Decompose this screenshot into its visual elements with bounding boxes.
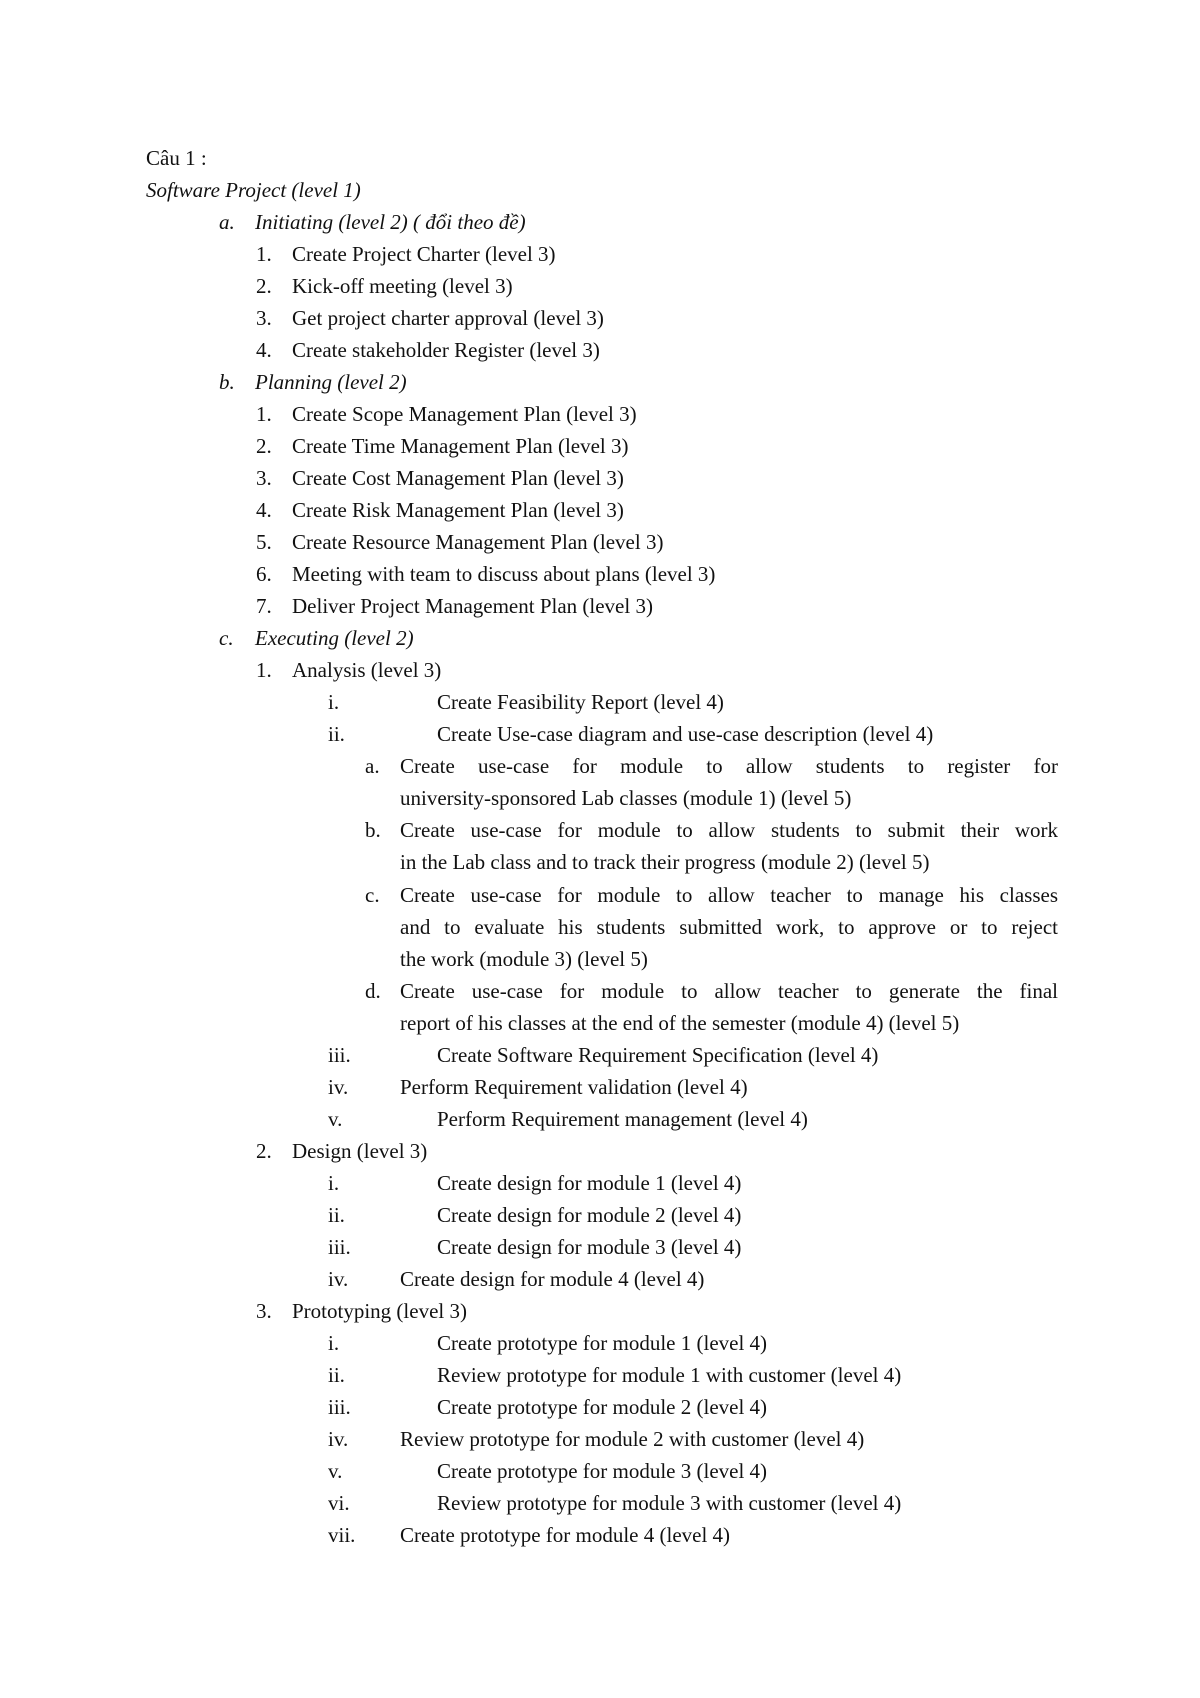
document-page: Câu 1 : Software Project (level 1) a. Initiating (level 2) ( đổi theo đề) 1. Create Project Charter (level 3) 2. Kick-off meeting (level 3) 3. Get project charter approval (level 3) 4. Create stakeholder Register (level 3) b. Planning (level 2) 1. Create Scope Management Plan (level 3) 2. Create Time Management Plan (level 3) 3. Create Cost Management Plan (level 3) 4. Create Risk Management Plan (level 3) 5. Create Resource Management Plan (level 3) 6. Meeting with team to discuss about plans (level 3) 7. Deliver Project Management Plan (level 3) c. Executing (level 2) 1. Analysis (level 3) i. Create Feasibility Report (level 4) ii. Create Use-case diagram and use-case description (level 4) a. Create use-case for module to allow students to register for university-sponsored Lab classes (module 1) (level 5) b. Create use-case for module to allow students to submit their work in the Lab class and to track their progress (module 2) (level 5) c. Create use-case for module to allow teacher to manage his classes and to evaluate his students submitted work, to approve or to reject the work (module 3) (level 5) d. Create use-case for module to allow teacher to generate the final report of his classes at the end of the semester (module 4) (level 5) iii. Create Software Requirement Specification (level 4) iv. Perform Requirement validation (level 4) v. Perform Requirement management (level 4) 2. Design (level 3) i. Create design for module 1 (level 4) ii. Create design for module 2 (level 4) iii. Create design for module 3 (level 4) iv. Create design for module 4 (level 4) 3. Prototyping (level 3) i. Create prototype for module 1 (level 4) ii. Review prototype for module 1 with customer (level 4) iii. Create prototype for module 2 (level 4) iv. Review prototype for module 2 with customer (level 4) v. Create prototype for module 3 (level 4) vi. Review prototype for module 3 with customer (level 4) vii. Create prototype for module 4 (level 4)	[146, 146, 1058, 1547]
